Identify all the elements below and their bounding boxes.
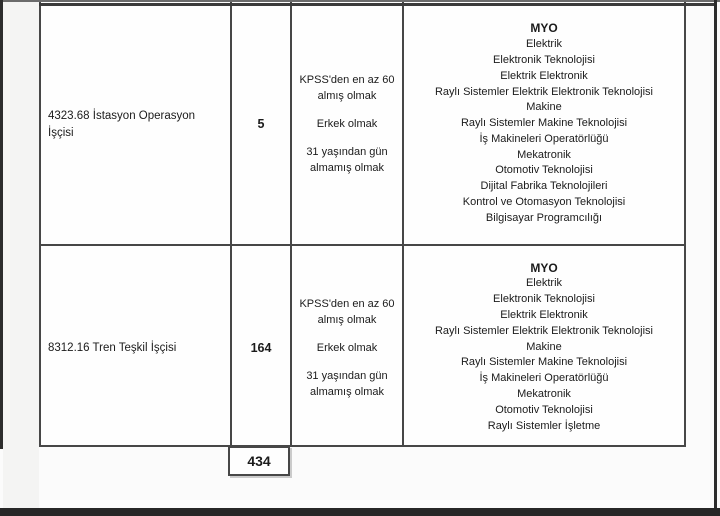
- program-item: Makine: [526, 101, 562, 114]
- program-item: Makine: [526, 340, 562, 353]
- positions-table: [39, 0, 686, 447]
- program-item: Raylı Sistemler Makine Teknolojisi: [460, 117, 628, 130]
- program-item: İş Makineleri Operatörlüğü: [479, 372, 609, 385]
- requirement-item: KPSS'den en az 60 almış olmak: [299, 74, 395, 102]
- program-item: Otomotiv Teknolojisi: [495, 403, 593, 416]
- requirement-item: Erkek olmak: [316, 118, 378, 130]
- program-item: Otomotiv Teknolojisi: [495, 164, 593, 177]
- requirement-item: 31 yaşından gün almamış olmak: [306, 146, 388, 174]
- program-item: Dijital Fabrika Teknolojileri: [480, 180, 608, 193]
- program-item: Elektrik Elektronik: [500, 69, 588, 82]
- education-level-header: MYO: [530, 21, 558, 36]
- total-quota-box: [228, 446, 290, 476]
- total-quota-value: 434: [247, 453, 271, 469]
- scan-edge-left: [0, 0, 3, 449]
- requirement-item: KPSS'den en az 60 almış olmak: [299, 297, 395, 326]
- program-item: Bilgisayar Programcılığı: [485, 211, 603, 224]
- requirement-item: 31 yaşından gün almamış olmak: [306, 369, 388, 398]
- cell-programs-row2: [402, 246, 686, 447]
- cell-requirements-row2: [290, 246, 402, 447]
- program-item: Elektronik Teknolojisi: [493, 293, 595, 306]
- quota-value: 5: [257, 117, 265, 131]
- cell-quota-row1: [230, 0, 290, 246]
- cell-quota-row2: [230, 246, 290, 447]
- position-title: 4323.68 İstasyon Operasyon İşçisi: [48, 110, 196, 139]
- program-item: Elektrik: [525, 38, 563, 51]
- scan-edge-bottom: [0, 508, 720, 516]
- cell-requirements-row1: [290, 0, 402, 246]
- quota-value: 164: [250, 340, 272, 355]
- program-item: Raylı Sistemler Makine Teknolojisi: [460, 356, 628, 369]
- program-item: Raylı Sistemler Elektrik Elektronik Teknolojisi: [434, 324, 654, 337]
- program-item: Mekatronik: [517, 148, 571, 161]
- page-left-margin: [3, 2, 39, 508]
- cell-position-title-row1: [39, 0, 230, 246]
- position-title: 8312.16 Tren Teşkil İşçisi: [48, 342, 177, 354]
- scan-edge-top: [0, 0, 720, 2]
- program-item: Mekatronik: [517, 387, 571, 400]
- program-list: [404, 37, 684, 227]
- program-item: Elektrik: [525, 277, 563, 290]
- cell-position-title-row2: [39, 246, 230, 447]
- table-top-border: [39, 3, 716, 6]
- program-item: Raylı Sistemler Elektrik Elektronik Teknolojisi: [434, 85, 654, 98]
- requirement-item: Erkek olmak: [316, 341, 378, 354]
- education-level-header: MYO: [530, 260, 558, 275]
- program-item: Raylı Sistemler İşletme: [487, 419, 601, 432]
- program-list: [404, 276, 684, 434]
- program-item: İş Makineleri Operatörlüğü: [479, 132, 609, 145]
- cell-programs-row1: [402, 0, 686, 246]
- scan-edge-right: [714, 0, 717, 516]
- program-item: Kontrol ve Otomasyon Teknolojisi: [462, 196, 626, 209]
- program-item: Elektronik Teknolojisi: [493, 53, 595, 66]
- program-item: Elektrik Elektronik: [500, 309, 588, 321]
